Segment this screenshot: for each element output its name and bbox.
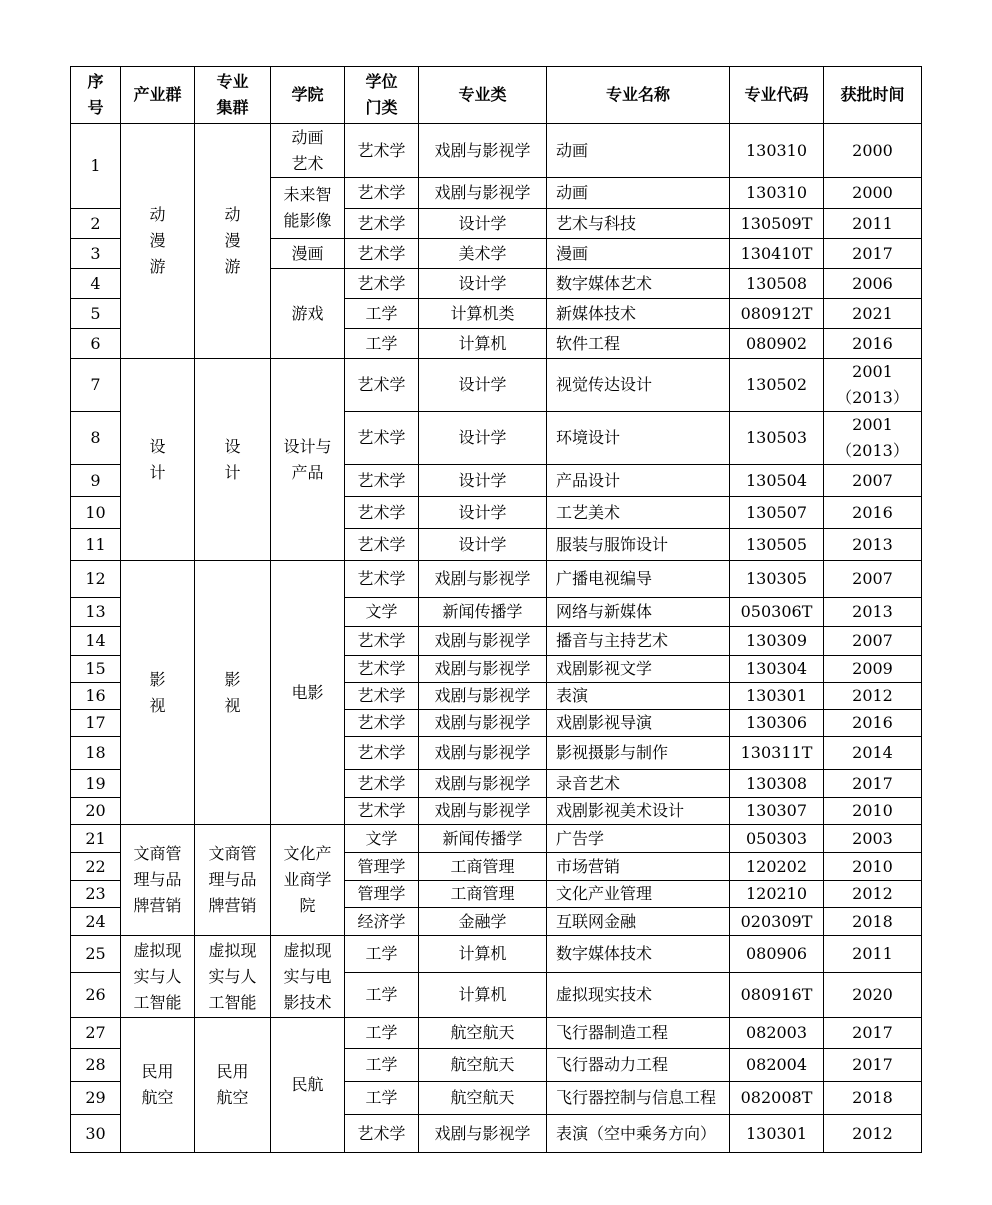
cell-date: 2012	[824, 683, 922, 710]
cell-industry: 设 计	[121, 359, 195, 561]
cell-name: 表演（空中乘务方向）	[547, 1115, 730, 1153]
cell-seq: 28	[71, 1049, 121, 1082]
cell-seq: 27	[71, 1018, 121, 1049]
cell-college: 电影	[271, 561, 345, 825]
cell-name: 数字媒体技术	[547, 936, 730, 973]
cell-seq: 13	[71, 598, 121, 627]
cell-category: 美术学	[419, 239, 547, 269]
cell-seq: 4	[71, 269, 121, 299]
cell-code: 082008T	[730, 1082, 824, 1115]
cell-name: 服装与服饰设计	[547, 529, 730, 561]
cell-seq: 21	[71, 825, 121, 853]
cell-code: 120202	[730, 853, 824, 881]
cell-code: 130508	[730, 269, 824, 299]
cell-code: 130311T	[730, 737, 824, 770]
cell-seq: 9	[71, 465, 121, 497]
header-category: 专业类	[419, 67, 547, 124]
cell-category: 戏剧与影视学	[419, 1115, 547, 1153]
cell-name: 播音与主持艺术	[547, 627, 730, 656]
cell-name: 戏剧影视文学	[547, 656, 730, 683]
cell-seq: 6	[71, 329, 121, 359]
cell-category: 工商管理	[419, 853, 547, 881]
header-code: 专业代码	[730, 67, 824, 124]
header-seq: 序 号	[71, 67, 121, 124]
cell-degree: 艺术学	[345, 737, 419, 770]
cell-code: 080912T	[730, 299, 824, 329]
cell-degree: 文学	[345, 598, 419, 627]
cell-seq: 24	[71, 908, 121, 936]
majors-table	[70, 66, 922, 1153]
cell-industry: 虚拟现 实与人 工智能	[121, 936, 195, 1018]
cell-college: 动画 艺术	[271, 124, 345, 178]
cell-cluster: 设 计	[195, 359, 271, 561]
cell-code: 020309T	[730, 908, 824, 936]
cell-seq: 29	[71, 1082, 121, 1115]
cell-date: 2009	[824, 656, 922, 683]
cell-name: 戏剧影视导演	[547, 710, 730, 737]
cell-date: 2013	[824, 598, 922, 627]
cell-code: 130305	[730, 561, 824, 598]
cell-degree: 经济学	[345, 908, 419, 936]
cell-category: 设计学	[419, 359, 547, 412]
cell-date: 2016	[824, 497, 922, 529]
cell-date: 2016	[824, 710, 922, 737]
cell-date: 2006	[824, 269, 922, 299]
cell-cluster: 民用 航空	[195, 1018, 271, 1153]
cell-seq: 10	[71, 497, 121, 529]
cell-date: 2003	[824, 825, 922, 853]
cell-category: 金融学	[419, 908, 547, 936]
cell-seq: 22	[71, 853, 121, 881]
cell-degree: 艺术学	[345, 798, 419, 825]
cell-seq: 1	[71, 124, 121, 209]
cell-code: 080902	[730, 329, 824, 359]
cell-date: 2013	[824, 529, 922, 561]
cell-code: 130301	[730, 683, 824, 710]
cell-degree: 艺术学	[345, 770, 419, 798]
cell-date: 2011	[824, 936, 922, 973]
cell-degree: 艺术学	[345, 239, 419, 269]
cell-seq: 23	[71, 881, 121, 908]
cell-degree: 艺术学	[345, 209, 419, 239]
cell-seq: 16	[71, 683, 121, 710]
cell-seq: 19	[71, 770, 121, 798]
cell-code: 082004	[730, 1049, 824, 1082]
cell-code: 130507	[730, 497, 824, 529]
cell-college: 民航	[271, 1018, 345, 1153]
cell-seq: 18	[71, 737, 121, 770]
cell-degree: 艺术学	[345, 561, 419, 598]
cell-name: 工艺美术	[547, 497, 730, 529]
cell-name: 广告学	[547, 825, 730, 853]
cell-code: 080916T	[730, 973, 824, 1018]
table-row	[71, 1018, 922, 1049]
cell-category: 航空航天	[419, 1049, 547, 1082]
cell-degree: 艺术学	[345, 359, 419, 412]
cell-code: 080906	[730, 936, 824, 973]
cell-cluster: 影 视	[195, 561, 271, 825]
cell-name: 新媒体技术	[547, 299, 730, 329]
cell-seq: 26	[71, 973, 121, 1018]
cell-industry: 动 漫 游	[121, 124, 195, 359]
cell-category: 计算机	[419, 329, 547, 359]
cell-code: 130304	[730, 656, 824, 683]
cell-date: 2007	[824, 561, 922, 598]
cell-code: 130308	[730, 770, 824, 798]
cell-degree: 管理学	[345, 853, 419, 881]
cell-college: 文化产 业商学 院	[271, 825, 345, 936]
cell-date: 2007	[824, 627, 922, 656]
cell-name: 飞行器控制与信息工程	[547, 1082, 730, 1115]
cell-category: 航空航天	[419, 1018, 547, 1049]
cell-degree: 工学	[345, 299, 419, 329]
cell-date: 2018	[824, 1082, 922, 1115]
table-row	[71, 124, 922, 178]
cell-degree: 工学	[345, 329, 419, 359]
cell-degree: 工学	[345, 1082, 419, 1115]
cell-category: 戏剧与影视学	[419, 124, 547, 178]
cell-date: 2017	[824, 770, 922, 798]
cell-date: 2010	[824, 853, 922, 881]
cell-seq: 3	[71, 239, 121, 269]
cell-date: 2011	[824, 209, 922, 239]
cell-name: 影视摄影与制作	[547, 737, 730, 770]
header-degree: 学位 门类	[345, 67, 419, 124]
cell-cluster: 虚拟现 实与人 工智能	[195, 936, 271, 1018]
cell-degree: 艺术学	[345, 1115, 419, 1153]
cell-name: 网络与新媒体	[547, 598, 730, 627]
cell-degree: 工学	[345, 936, 419, 973]
cell-college: 设计与 产品	[271, 359, 345, 561]
cell-degree: 工学	[345, 1018, 419, 1049]
cell-date: 2000	[824, 124, 922, 178]
cell-college: 游戏	[271, 269, 345, 359]
cell-date: 2007	[824, 465, 922, 497]
cell-name: 广播电视编导	[547, 561, 730, 598]
cell-college: 漫画	[271, 239, 345, 269]
cell-name: 戏剧影视美术设计	[547, 798, 730, 825]
cell-name: 产品设计	[547, 465, 730, 497]
cell-category: 戏剧与影视学	[419, 737, 547, 770]
cell-code: 130503	[730, 412, 824, 465]
cell-seq: 8	[71, 412, 121, 465]
cell-category: 航空航天	[419, 1082, 547, 1115]
header-college: 学院	[271, 67, 345, 124]
cell-category: 戏剧与影视学	[419, 627, 547, 656]
cell-category: 设计学	[419, 269, 547, 299]
cell-name: 互联网金融	[547, 908, 730, 936]
cell-seq: 12	[71, 561, 121, 598]
cell-category: 戏剧与影视学	[419, 561, 547, 598]
cell-name: 漫画	[547, 239, 730, 269]
cell-date: 2000	[824, 178, 922, 209]
cell-code: 130307	[730, 798, 824, 825]
cell-date: 2012	[824, 1115, 922, 1153]
cell-date: 2020	[824, 973, 922, 1018]
cell-category: 戏剧与影视学	[419, 798, 547, 825]
cell-seq: 11	[71, 529, 121, 561]
cell-category: 计算机	[419, 936, 547, 973]
cell-date: 2016	[824, 329, 922, 359]
cell-name: 艺术与科技	[547, 209, 730, 239]
cell-category: 设计学	[419, 412, 547, 465]
cell-category: 戏剧与影视学	[419, 770, 547, 798]
cell-category: 戏剧与影视学	[419, 683, 547, 710]
cell-name: 市场营销	[547, 853, 730, 881]
cell-code: 130502	[730, 359, 824, 412]
cell-category: 设计学	[419, 465, 547, 497]
cell-degree: 艺术学	[345, 683, 419, 710]
cell-date: 2017	[824, 1049, 922, 1082]
cell-date: 2001 （2013）	[824, 412, 922, 465]
cell-seq: 14	[71, 627, 121, 656]
cell-code: 130505	[730, 529, 824, 561]
cell-degree: 艺术学	[345, 178, 419, 209]
cell-code: 130310	[730, 124, 824, 178]
cell-seq: 5	[71, 299, 121, 329]
cell-name: 飞行器动力工程	[547, 1049, 730, 1082]
cell-name: 视觉传达设计	[547, 359, 730, 412]
cell-degree: 艺术学	[345, 497, 419, 529]
cell-date: 2001 （2013）	[824, 359, 922, 412]
cell-category: 新闻传播学	[419, 598, 547, 627]
header-cluster: 专业 集群	[195, 67, 271, 124]
cell-name: 文化产业管理	[547, 881, 730, 908]
cell-name: 录音艺术	[547, 770, 730, 798]
cell-category: 戏剧与影视学	[419, 710, 547, 737]
cell-name: 虚拟现实技术	[547, 973, 730, 1018]
cell-category: 戏剧与影视学	[419, 656, 547, 683]
header-name: 专业名称	[547, 67, 730, 124]
cell-seq: 7	[71, 359, 121, 412]
cell-seq: 20	[71, 798, 121, 825]
cell-code: 082003	[730, 1018, 824, 1049]
cell-category: 设计学	[419, 209, 547, 239]
cell-code: 130306	[730, 710, 824, 737]
cell-category: 计算机	[419, 973, 547, 1018]
cell-seq: 17	[71, 710, 121, 737]
cell-date: 2017	[824, 1018, 922, 1049]
cell-code: 130504	[730, 465, 824, 497]
cell-industry: 民用 航空	[121, 1018, 195, 1153]
cell-college: 未来智 能影像	[271, 178, 345, 239]
cell-date: 2010	[824, 798, 922, 825]
cell-date: 2014	[824, 737, 922, 770]
cell-name: 动画	[547, 124, 730, 178]
cell-category: 戏剧与影视学	[419, 178, 547, 209]
table-row	[71, 825, 922, 853]
cell-code: 130509T	[730, 209, 824, 239]
cell-seq: 15	[71, 656, 121, 683]
cell-degree: 文学	[345, 825, 419, 853]
cell-seq: 25	[71, 936, 121, 973]
header-date: 获批时间	[824, 67, 922, 124]
cell-degree: 艺术学	[345, 124, 419, 178]
header-row	[71, 67, 922, 124]
cell-name: 环境设计	[547, 412, 730, 465]
cell-seq: 30	[71, 1115, 121, 1153]
cell-name: 飞行器制造工程	[547, 1018, 730, 1049]
cell-code: 130309	[730, 627, 824, 656]
cell-category: 设计学	[419, 529, 547, 561]
cell-name: 数字媒体艺术	[547, 269, 730, 299]
cell-code: 050303	[730, 825, 824, 853]
header-industry: 产业群	[121, 67, 195, 124]
cell-cluster: 文商管 理与品 牌营销	[195, 825, 271, 936]
cell-name: 动画	[547, 178, 730, 209]
cell-degree: 管理学	[345, 881, 419, 908]
cell-degree: 艺术学	[345, 529, 419, 561]
cell-seq: 2	[71, 209, 121, 239]
cell-name: 表演	[547, 683, 730, 710]
cell-code: 120210	[730, 881, 824, 908]
cell-degree: 艺术学	[345, 710, 419, 737]
table-row	[71, 359, 922, 412]
cell-degree: 艺术学	[345, 656, 419, 683]
table-row	[71, 561, 922, 598]
cell-industry: 影 视	[121, 561, 195, 825]
cell-cluster: 动 漫 游	[195, 124, 271, 359]
cell-code: 130410T	[730, 239, 824, 269]
cell-category: 计算机类	[419, 299, 547, 329]
cell-date: 2012	[824, 881, 922, 908]
cell-date: 2021	[824, 299, 922, 329]
cell-category: 工商管理	[419, 881, 547, 908]
cell-degree: 艺术学	[345, 465, 419, 497]
cell-code: 050306T	[730, 598, 824, 627]
cell-category: 设计学	[419, 497, 547, 529]
cell-date: 2018	[824, 908, 922, 936]
cell-date: 2017	[824, 239, 922, 269]
cell-degree: 艺术学	[345, 269, 419, 299]
cell-degree: 艺术学	[345, 627, 419, 656]
cell-college: 虚拟现 实与电 影技术	[271, 936, 345, 1018]
cell-industry: 文商管 理与品 牌营销	[121, 825, 195, 936]
table-row	[71, 936, 922, 973]
cell-name: 软件工程	[547, 329, 730, 359]
cell-code: 130310	[730, 178, 824, 209]
cell-category: 新闻传播学	[419, 825, 547, 853]
cell-code: 130301	[730, 1115, 824, 1153]
cell-degree: 工学	[345, 1049, 419, 1082]
cell-degree: 艺术学	[345, 412, 419, 465]
cell-degree: 工学	[345, 973, 419, 1018]
